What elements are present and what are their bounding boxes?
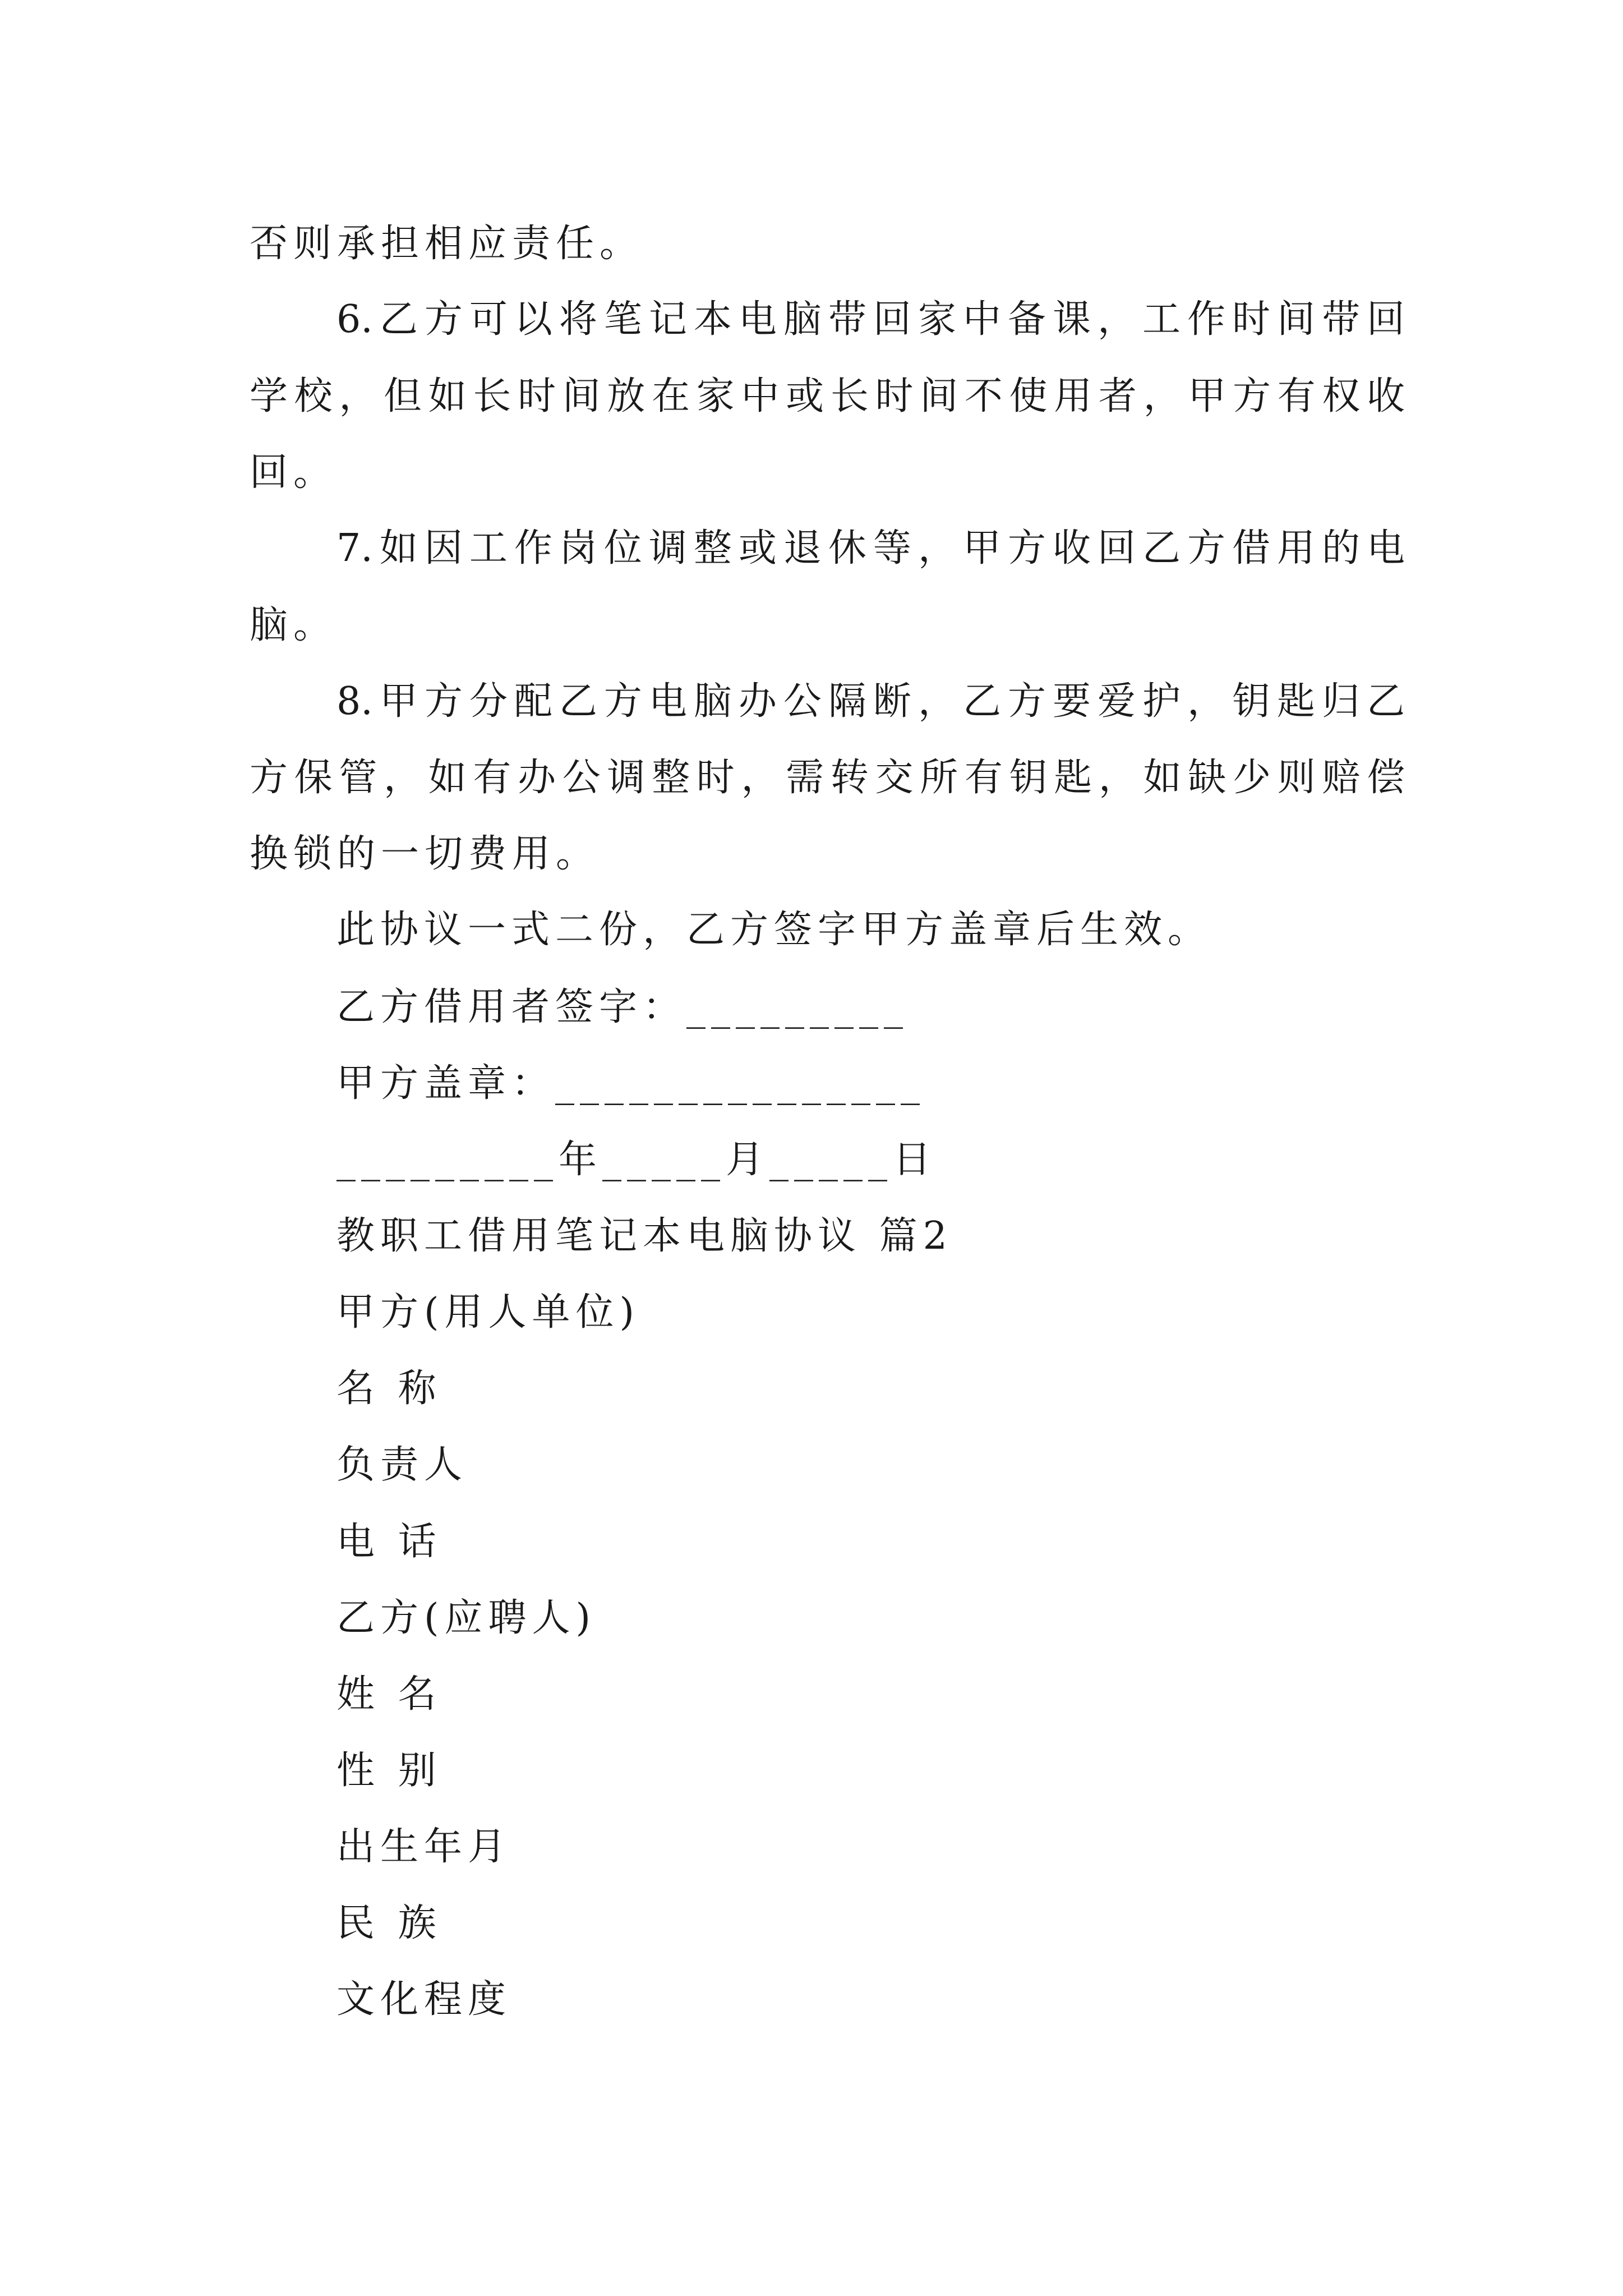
clause-8-line-2: 方保管，如有办公调整时，需转交所有钥匙，如缺少则赔偿 (250, 756, 1405, 800)
clause-7-line-2: 脑。 (250, 603, 338, 647)
field-responsible-person-label: 负责人 (336, 1443, 468, 1487)
date-line: _________年_____月_____日 (336, 1138, 937, 1182)
party-a-seal-line: 甲方盖章：_______________ (336, 1061, 926, 1106)
clause-6-line-1: 6.乙方可以将笔记本电脑带回家中备课，工作时间带回 (336, 297, 1405, 342)
clause-7-line-1: 7.如因工作岗位调整或退休等，甲方收回乙方借用的电 (336, 526, 1405, 570)
party-a-heading: 甲方(用人单位) (336, 1290, 640, 1335)
clause-8-line-1: 8.甲方分配乙方电脑办公隔断，乙方要爱护，钥匙归乙 (336, 679, 1405, 724)
field-gender-label: 性 别 (336, 1749, 442, 1793)
clause-8-line-3: 换锁的一切费用。 (250, 832, 600, 876)
field-birth-date-label: 出生年月 (336, 1825, 512, 1869)
agreement-copies-note: 此协议一式二份，乙方签字甲方盖章后生效。 (336, 908, 1212, 952)
clause-6-line-3: 回。 (250, 450, 338, 495)
field-full-name-label: 姓 名 (336, 1672, 442, 1717)
field-phone-label: 电 话 (336, 1520, 442, 1564)
text-line-1: 否则承担相应责任。 (250, 222, 644, 266)
party-b-heading: 乙方(应聘人) (336, 1596, 597, 1640)
field-name-label: 名 称 (336, 1366, 442, 1411)
borrower-signature-line: 乙方借用者签字：_________ (336, 985, 909, 1029)
field-education-label: 文化程度 (336, 1977, 512, 2022)
clause-6-line-2: 学校，但如长时间放在家中或长时间不使用者，甲方有权收 (250, 374, 1405, 418)
section-heading-part-2: 教职工借用笔记本电脑协议 篇2 (336, 1214, 953, 1258)
field-ethnicity-label: 民 族 (336, 1901, 442, 1945)
